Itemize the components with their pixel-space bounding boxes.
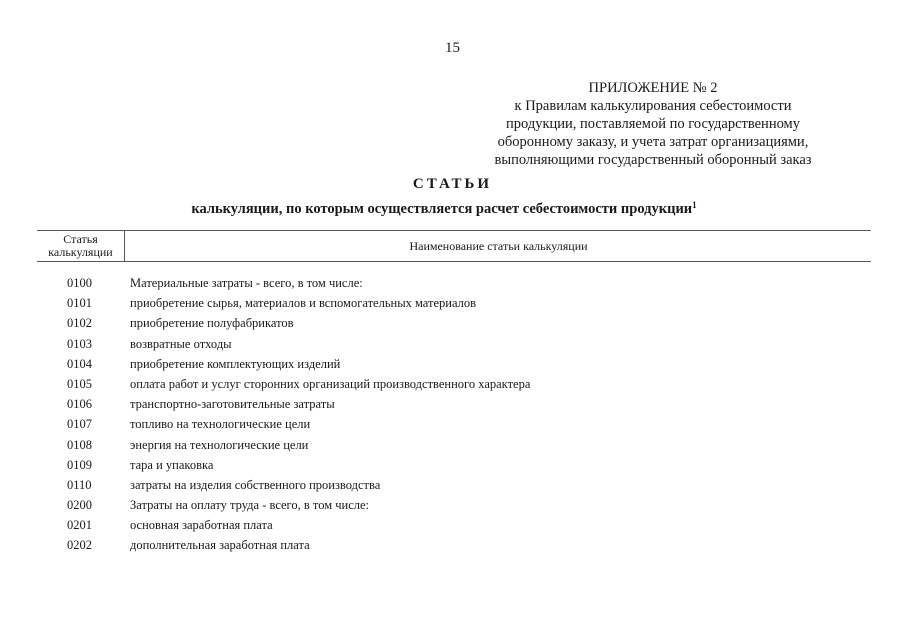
row-code: 0103 [67,336,92,351]
row-name: Затраты на оплату труда - всего, в том числе: [130,498,370,513]
column-header-code-line: Статья [63,232,98,246]
row-name: приобретение комплектующих изделий [130,356,341,371]
row-name: транспортно-заготовительные затраты [130,397,335,412]
appendix-line: выполняющими государственный оборонный заказ [494,152,812,168]
row-name: энергия на технологические цели [130,437,309,452]
table-row [0,518,905,538]
column-header-code-line: калькуляции [48,245,113,259]
appendix-line: к Правилам калькулирования себестоимости [514,98,792,114]
subtitle-text: калькуляции, по которым осуществляется расчет себестоимости продукции [191,201,693,217]
appendix-line: оборонному заказу, и учета затрат организациями, [497,134,809,150]
table-row [0,397,905,417]
appendix-line: продукции, поставляемой по государственному [506,116,800,132]
row-name: возвратные отходы [130,336,232,351]
table-header [37,230,871,262]
row-name: тара и упаковка [130,457,214,472]
row-name: приобретение полуфабрикатов [130,316,294,331]
footnote-marker: 1 [692,200,697,210]
page-number: 15 [445,40,460,56]
column-header-code [37,231,125,261]
row-code: 0107 [67,417,92,432]
row-name: дополнительная заработная плата [130,538,310,553]
row-code: 0100 [67,276,92,290]
appendix-header [443,79,863,169]
table-row [0,377,905,397]
row-code: 0105 [67,376,92,391]
table-row [0,478,905,498]
table-row [0,296,905,316]
row-code: 0102 [67,316,92,331]
row-code: 0109 [67,457,92,472]
row-name: основная заработная плата [130,518,273,533]
table-row [0,337,905,357]
row-code: 0106 [67,397,92,412]
row-name: приобретение сырья, материалов и вспомогательных материалов [130,296,477,311]
row-name: топливо на технологические цели [130,417,311,432]
table-row [0,498,905,518]
table-row [0,357,905,377]
row-name: оплата работ и услуг сторонних организаций производственного характера [130,376,531,391]
table-row [0,438,905,458]
table-row [0,417,905,437]
row-code: 0101 [67,296,92,311]
table-row [0,316,905,336]
column-header-name: Наименование статьи калькуляции [409,239,588,253]
row-code: 0200 [67,498,92,513]
row-code: 0104 [67,356,92,371]
appendix-title: ПРИЛОЖЕНИЕ № 2 [588,80,718,96]
row-code: 0110 [67,477,92,492]
table-row [0,458,905,478]
document-title: СТАТЬИ [412,176,493,192]
table-row [0,538,905,558]
row-code: 0201 [67,518,92,533]
row-code: 0202 [67,538,92,553]
table-body [0,276,905,559]
row-name: затраты на изделия собственного производства [130,477,381,492]
table-row [0,276,905,296]
row-name: Материальные затраты - всего, в том числе: [130,276,363,290]
row-code: 0108 [67,437,92,452]
document-subtitle [0,200,888,218]
